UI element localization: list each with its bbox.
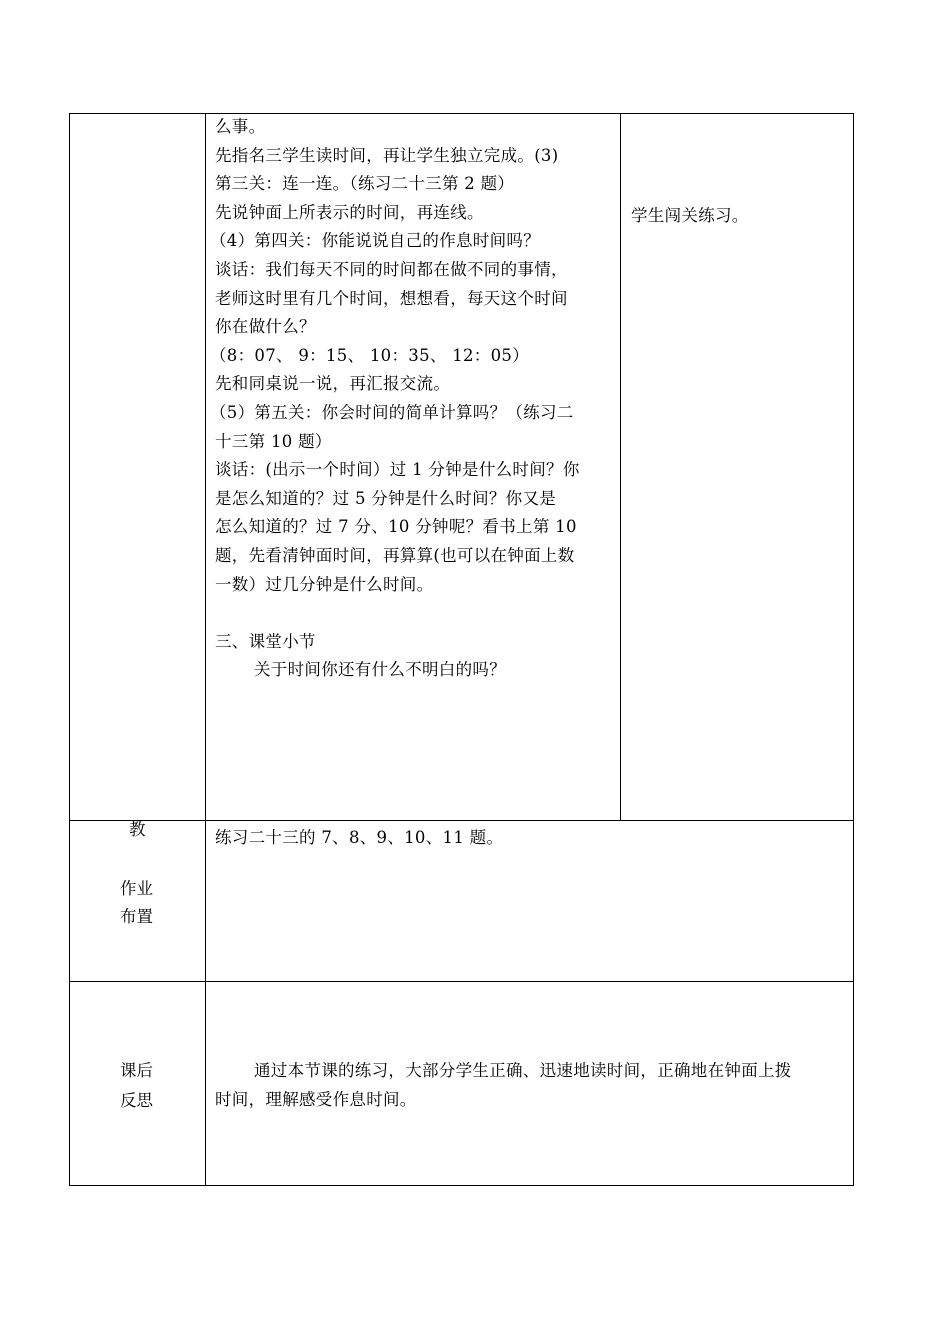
homework-label: 布置 <box>120 907 153 926</box>
process-line: 十三第 10 题） <box>215 431 332 451</box>
process-line: 一数）过几分钟是什么时间。 <box>215 574 434 594</box>
process-line: （4）第四关：你能说说自己的作息时间吗？ <box>210 231 540 251</box>
process-line: 是怎么知道的？过 5 分钟是什么时间？你又是 <box>215 488 557 508</box>
process-line: （5）第五关：你会时间的简单计算吗？（练习二 <box>210 403 574 422</box>
process-line: 题，先看清钟面时间，再算算(也可以在钟面上数 <box>215 546 575 565</box>
homework-label: 作业 <box>120 879 153 898</box>
homework-content: 练习二十三的 7、8、9、10、11 题。 <box>215 828 504 847</box>
reflection-label: 课后 <box>120 1061 153 1080</box>
table-border-top <box>69 113 854 114</box>
process-line: 第三关：连一连。（练习二十三第 2 题） <box>215 174 515 194</box>
reflection-content: 通过本节课的练习，大部分学生正确、迅速地读时间，正确地在钟面上拨 <box>254 1061 792 1080</box>
table-border-bottom <box>69 1185 854 1186</box>
row-divider-process-homework <box>69 820 854 821</box>
process-line: 你在做什么？ <box>215 317 316 337</box>
process-line: 么事。 <box>215 117 266 136</box>
process-line: 怎么知道的？过 7 分、10 分钟呢？看书上第 10 <box>215 517 577 537</box>
process-line: 老师这时里有几个时间，想想看，每天这个时间 <box>215 288 568 308</box>
process-line: （8：07、 9：15、 10：35、 12：05） <box>210 345 530 365</box>
process-line: 谈话：我们每天不同的时间都在做不同的事情， <box>215 260 568 279</box>
table-border-right <box>853 113 854 1186</box>
column-divider-activity <box>620 113 621 821</box>
process-line: 先指名三学生读时间，再让学生独立完成。(3) <box>215 145 559 165</box>
reflection-label: 反思 <box>120 1091 153 1110</box>
homework-label-top: 教 <box>129 820 146 839</box>
process-line: 关于时间你还有什么不明白的吗？ <box>254 660 506 680</box>
process-line: 先和同桌说一说，再汇报交流。 <box>215 374 451 394</box>
column-divider-label <box>205 113 206 1186</box>
reflection-content: 时间，理解感受作息时间。 <box>215 1090 417 1109</box>
section-heading: 三、课堂小节 <box>215 631 316 651</box>
process-line: 先说钟面上所表示的时间，再连线。 <box>215 202 484 222</box>
table-border-left <box>69 113 70 1186</box>
student-activity-text: 学生闯关练习。 <box>631 206 749 225</box>
process-line: 谈话：(出示一个时间）过 1 分钟是什么时间？你 <box>215 460 580 480</box>
row-divider-homework-reflection <box>69 981 854 982</box>
